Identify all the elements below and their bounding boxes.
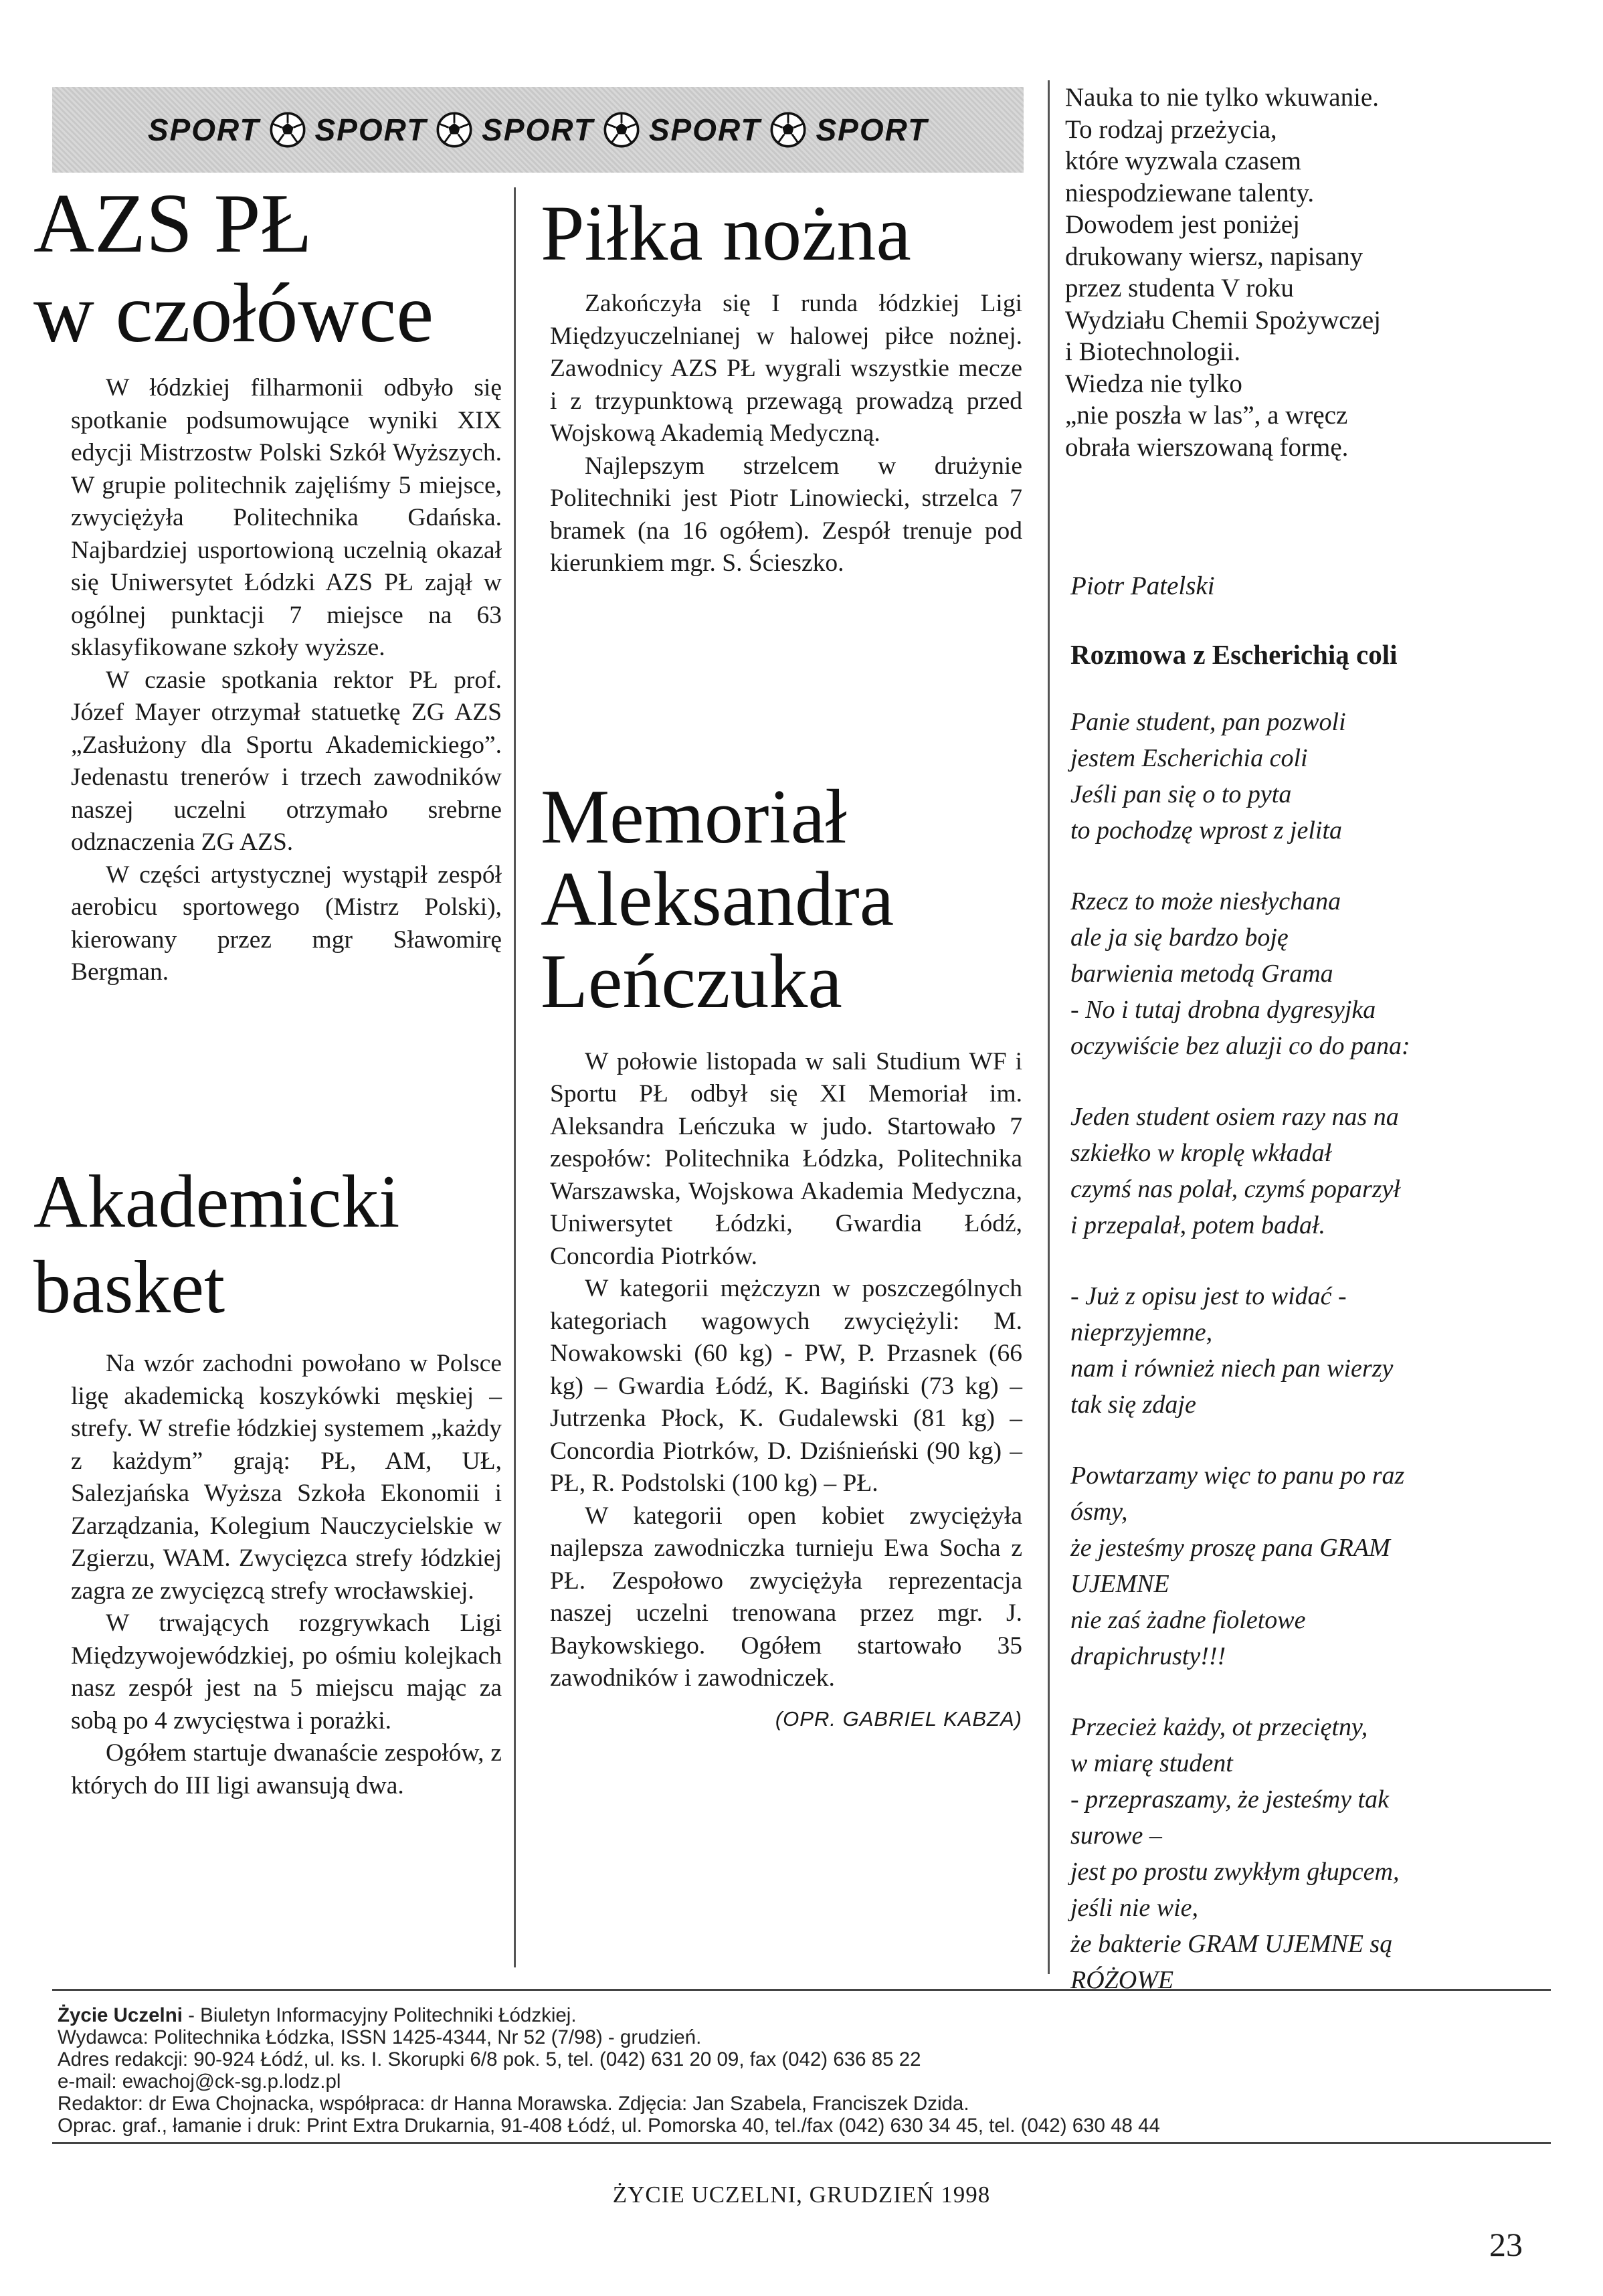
intro-line: przez studenta V roku <box>1065 274 1294 302</box>
running-footer: ŻYCIE UCZELNI, GRUDZIEŃ 1998 <box>612 2182 991 2208</box>
poem-line: tak się zdaje <box>1070 1391 1196 1419</box>
poem-line: ale ja się bardzo boję <box>1070 923 1289 952</box>
poem-stanza <box>1070 1709 1559 1998</box>
paragraph: W kategorii open kobiet zwyciężyła najlepsza zawodniczka turnieju Ewa Socha z PŁ. Zespołowo zwyciężyła reprezentacja naszej uczelni trenowana przez mgr. J. Baykowskiego. Ogółem startowało 35 zawodników i zawodniczek. <box>550 1502 1022 1692</box>
poem-line: UJEMNE <box>1070 1570 1169 1598</box>
poem-line: ósmy, <box>1070 1498 1128 1526</box>
poem-line: Rzecz to może niesłychana <box>1070 887 1341 915</box>
headline-basket-line1: Akademicki <box>33 1160 400 1243</box>
poem-line: nieprzyjemne, <box>1070 1318 1213 1346</box>
sport-banner <box>52 87 1024 173</box>
paragraph: Zakończyła się I runda łódzkiej Ligi Międzyuczelnianej w halowej piłce nożnej. Zawodnicy AZS PŁ wygrali wszystkie mecze i z trzypunktową przewagą prowadzą przed Wojskową Akademią Medyczną. <box>550 290 1022 447</box>
page-number: 23 <box>1489 2226 1523 2263</box>
paragraph: W części artystycznej wystąpił zespół aerobicu sportowego (Mistrz Polski), kierowany przez mgr Sławomirę Bergman. <box>71 861 502 986</box>
banner-word: SPORT <box>482 112 594 147</box>
intro-line: Wiedza nie tylko <box>1065 369 1242 398</box>
intro-line: Wydziału Chemii Spożywczej <box>1065 305 1382 335</box>
colophon-line: Oprac. graf., łamanie i druk: Print Extra Drukarnia, 91-408 Łódź, ul. Pomorska 40, tel./fax (042) 630 34 45, tel. (042) 630 48 44 <box>58 2115 1160 2137</box>
banner-word: SPORT <box>314 112 428 147</box>
poem-line: drapichrusty!!! <box>1070 1642 1226 1670</box>
banner-word: SPORT <box>648 112 761 147</box>
banner-word: SPORT <box>147 112 260 147</box>
poem-line: nam i również niech pan wierzy <box>1070 1354 1394 1383</box>
poem-line: surowe – <box>1070 1822 1162 1850</box>
paragraph: W trwających rozgrywkach Ligi Międzywojewódzkiej, po ośmiu kolejkach nasz zespół jest na 5 miejscu mając za sobą po 4 zwycięstwa i porażki. <box>71 1609 502 1735</box>
publication-description: - Biuletyn Informacyjny Politechniki Łódzkiej. <box>182 2004 577 2026</box>
poem-line: że jesteśmy proszę pana GRAM <box>1070 1534 1390 1562</box>
banner-word: SPORT <box>816 112 929 147</box>
colophon-line: Adres redakcji: 90-924 Łódź, ul. ks. I. Skorupki 6/8 pok. 5, tel. (042) 631 20 09, fax (042) 636 85 22 <box>58 2048 921 2070</box>
intro-line: To rodzaj przeżycia, <box>1065 114 1277 144</box>
poem-line: barwienia metodą Grama <box>1070 960 1333 988</box>
poem-line: jest po prostu zwykłym głupcem, <box>1070 1858 1400 1886</box>
headline-memorial-line1: Memoriał <box>541 774 847 860</box>
article-azs <box>33 177 502 989</box>
soccer-ball-icon <box>602 110 641 149</box>
poem-body <box>1070 704 1559 2033</box>
poem-stanza <box>1070 1458 1559 1674</box>
headline-azs-line2: w czołówce <box>33 267 434 360</box>
intro-line: drukowany wiersz, napisany <box>1065 242 1363 271</box>
poem-line: szkiełko w kroplę wkładał <box>1070 1139 1332 1167</box>
paragraph: W czasie spotkania rektor PŁ prof. Józef Mayer otrzymał statuetkę ZG AZS „Zasłużony dla Sportu Akademickiego”. Jedenastu trenerów i trzech zawodników naszej uczelni otrzymało srebrne odznaczenia ZG AZS. <box>71 666 502 856</box>
article-memorial <box>541 776 1022 1731</box>
poem-line: - Już z opisu jest to widać - <box>1070 1282 1347 1310</box>
colophon-line: Wydawca: Politechnika Łódzka, ISSN 1425-4344, Nr 52 (7/98) - grudzień. <box>58 2026 702 2048</box>
poem-line: - No i tutaj drobna dygresyjka <box>1070 996 1376 1024</box>
colophon-email: e-mail: ewachoj@ck-sg.p.lodz.pl <box>58 2070 341 2093</box>
poem-line: RÓŻOWE <box>1070 1966 1174 1994</box>
intro-line: obrała wierszowaną formę. <box>1065 432 1349 462</box>
poem-stanza <box>1070 883 1559 1064</box>
column-rule <box>514 187 516 1967</box>
poem-intro <box>1065 82 1560 463</box>
poem-stanza <box>1070 1278 1559 1423</box>
column-rule <box>1048 80 1050 1974</box>
paragraph: Ogółem startuje dwanaście zespołów, z których do III ligi awansują dwa. <box>71 1739 502 1799</box>
article-basket <box>33 1160 502 1802</box>
headline-azs-line1: AZS PŁ <box>33 177 312 270</box>
intro-line: Dowodem jest poniżej <box>1065 210 1300 239</box>
colophon <box>52 1989 1551 2144</box>
poem-line: jestem Escherichia coli <box>1070 744 1308 772</box>
poem-line: że bakterie GRAM UJEMNE są <box>1070 1930 1393 1958</box>
soccer-ball-icon <box>268 110 307 149</box>
paragraph: Na wzór zachodni powołano w Polsce ligę akademicką koszykówki męskiej – strefy. W strefie łódzkiej systemem „każdy z każdym” grają: PŁ, AM, UŁ, Salezjańska Wyższa Szkoła Ekonomii i Zarządzania, Kolegium Nauczycielskie w Zgierzu, WAM. Zwycięzca strefy łódzkiej zagra ze zwycięzcą strefy wrocławskiej. <box>71 1350 502 1605</box>
intro-line: Nauka to nie tylko wkuwanie. <box>1065 83 1379 112</box>
paragraph: W łódzkiej filharmonii odbyło się spotkanie podsumowujące wyniki XIX edycji Mistrzostw Polski Szkół Wyższych. W grupie politechnik zajęliśmy 5 miejsce, zwyciężyła Politechnika Gdańska. Najbardziej usportowioną uczelnią okazał się Uniwersytet Łódzki AZS PŁ zajął w ogólnej punktacji 7 miejsce na 63 sklasyfikowane szkoły wyższe. <box>71 374 502 661</box>
poem-line: oczywiście bez aluzji co do pana: <box>1070 1032 1410 1060</box>
colophon-line <box>52 2004 1551 2026</box>
article-credit: (OPR. GABRIEL KABZA) <box>775 1706 1022 1731</box>
intro-line: niespodziewane talenty. <box>1065 178 1315 207</box>
poem-line: i przepalał, potem badał. <box>1070 1211 1326 1239</box>
poem-line: to pochodzę wprost z jelita <box>1070 816 1343 845</box>
poem-line: nie zaś żadne fioletowe <box>1070 1606 1306 1634</box>
soccer-ball-icon <box>435 110 474 149</box>
headline-pilka: Piłka nożna <box>541 189 911 277</box>
poem-title: Rozmowa z Escherichią coli <box>1070 639 1398 670</box>
poem-line: Jeden student osiem razy nas na <box>1070 1103 1399 1131</box>
headline-memorial-line3: Leńczuka <box>541 938 842 1025</box>
poem-line: - przepraszamy, że jesteśmy tak <box>1070 1785 1389 1814</box>
article-pilka <box>541 189 1022 580</box>
paragraph: W połowie listopada w sali Studium WF i Sportu PŁ odbył się XI Memoriał im. Aleksandra Leńczuka w judo. Startowało 7 zespołów: Politechnika Łódzka, Politechnika Warszawska, Wojskowa Akademia Medyczna, Uniwersytet Łódzki, Gwardia Łódź, Concordia Piotrków. <box>550 1047 1022 1270</box>
poem-line: czymś nas polał, czymś poparzył <box>1070 1175 1400 1203</box>
paragraph: W kategorii mężczyzn w poszczególnych kategoriach wagowych zwyciężyli: M. Nowakowski (60 kg) - PW, P. Przasnek (66 kg) – Gwardia Łódź, K. Bagiński (73 kg) – Jutrzenka Płock, K. Gudalewski (81 kg) – Concordia Piotrków, D. Dziśnieński (90 kg) – PŁ, R. Podstolski (100 kg) – PŁ. <box>550 1275 1022 1498</box>
colophon-line: Redaktor: dr Ewa Chojnacka, współpraca: dr Hanna Morawska. Zdjęcia: Jan Szabela, Franciszek Dzida. <box>58 2093 969 2115</box>
poem-line: Jeśli pan się o to pyta <box>1070 780 1292 808</box>
poem-line: Panie student, pan pozwoli <box>1070 708 1346 736</box>
publication-name: Życie Uczelni <box>58 2004 183 2026</box>
paragraph: Najlepszym strzelcem w drużynie Politechniki jest Piotr Linowiecki, strzelca 7 bramek (na 16 ogółem). Zespół trenuje pod kierunkiem mgr. S. Ścieszko. <box>550 452 1022 577</box>
poem-line: Przecież każdy, ot przeciętny, <box>1070 1713 1368 1741</box>
headline-basket-line2: basket <box>33 1246 225 1329</box>
soccer-ball-icon <box>769 110 808 149</box>
intro-line: „nie poszła w las”, a wręcz <box>1065 401 1348 430</box>
headline-memorial-line2: Aleksandra <box>541 856 894 942</box>
author-name: Piotr Patelski <box>1070 571 1215 600</box>
poem-stanza <box>1070 1099 1559 1243</box>
poem-line: w miarę student <box>1070 1749 1233 1777</box>
intro-line: które wyzwala czasem <box>1065 147 1301 175</box>
poem-line: jeśli nie wie, <box>1070 1894 1199 1922</box>
poem-stanza <box>1070 704 1559 849</box>
intro-line: i Biotechnologii. <box>1065 337 1241 366</box>
poem-line: Powtarzamy więc to panu po raz <box>1070 1462 1405 1490</box>
